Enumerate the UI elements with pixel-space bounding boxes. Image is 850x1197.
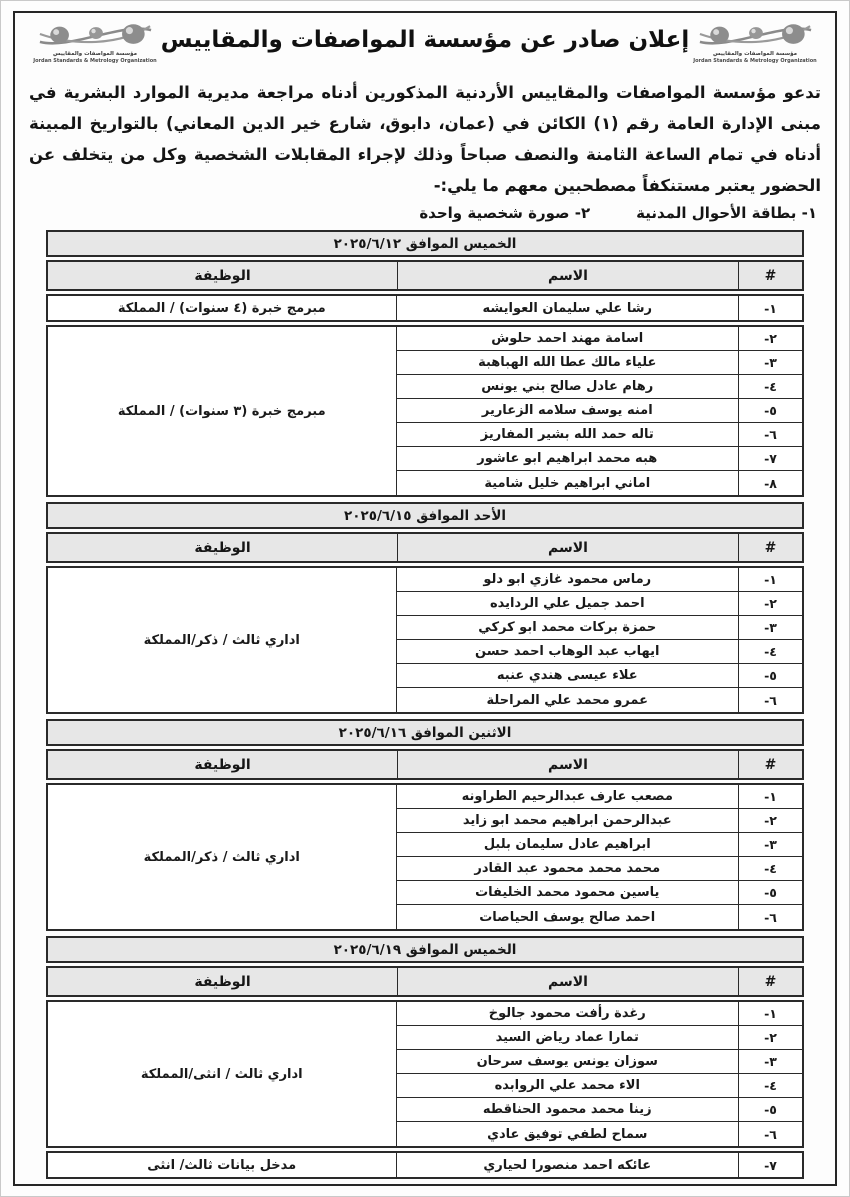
sections [25, 230, 825, 1179]
row-name: مصعب عارف عبدالرحيم الطراونه [461, 789, 673, 804]
table-row [397, 616, 803, 640]
job-column-header: الوظيفة [194, 756, 251, 773]
row-number: ٤- [738, 375, 802, 398]
row-number: ٥- [738, 881, 802, 904]
page-title: إعلان صادر عن مؤسسة المواصفات والمقاييس [160, 27, 690, 53]
row-number: ٣- [738, 1050, 802, 1073]
row-number: ٨- [738, 471, 802, 495]
row-name: احمد جميل علي الردايده [489, 596, 645, 611]
table-row [397, 296, 803, 320]
table-row [397, 664, 803, 688]
table-row [397, 640, 803, 664]
logo-caption-english: Jordan Standards & Metrology Organization [33, 57, 157, 64]
table-row [397, 1153, 803, 1177]
job-cell: اداري ثالث / ذكر/المملكة [143, 849, 300, 865]
row-name: حمزة بركات محمد ابو كركي [478, 620, 657, 635]
row-number: ٦- [738, 423, 802, 446]
row-number: ١- [738, 296, 802, 320]
org-logo-right [691, 21, 819, 64]
date-bar: الخميس الموافق ٢٠٢٥/٦/١٢ [46, 230, 804, 257]
row-number: ٢- [738, 327, 802, 350]
logo-caption-arabic: مؤسسة المواصفات والمقاييس [712, 51, 798, 57]
table-group [46, 325, 804, 497]
job-cell: مبرمج خبرة (٤ سنوات) / المملكة [117, 300, 326, 316]
rows-block [396, 296, 803, 320]
org-logo-icon [36, 21, 154, 51]
org-logo-icon [696, 21, 814, 51]
row-name: علاء عيسى هندي عنبه [496, 668, 638, 683]
table-row [397, 881, 803, 905]
table-row [397, 688, 803, 712]
job-cell: اداري ثالث / ذكر/المملكة [143, 632, 300, 648]
row-name: سوزان يونس يوسف سرحان [476, 1054, 658, 1069]
logo-caption-english: Jordan Standards & Metrology Organization [693, 57, 817, 64]
row-name: اماني ابراهيم خليل شامية [484, 475, 651, 491]
rows-block [396, 568, 803, 712]
rows-block [396, 327, 803, 495]
intro-paragraph: تدعو مؤسسة المواصفات والمقاييس الأردنية المذكورين أدناه مراجعة مديرية الموارد البشرية في مبنى الإدارة العامة رقم (١) الكائن في (عمان، دابوق، شارع خير الدين المعاني) بالتواريخ المبينة أدناه في تمام الساعة الثامنة والنصف صباحاً وذلك لإجراء المقابلات الشخصية وكل من يتخلف عن الحضور يعتبر مستنكفاً مصطحبين معهم ما يلي:- [29, 83, 821, 195]
row-name: هبه محمد ابراهيم ابو عاشور [477, 451, 658, 466]
row-name: ياسين محمود محمد الخليفات [475, 885, 660, 900]
num-column-header: # [738, 534, 802, 561]
row-name: اسامة مهند احمد حلوش [491, 331, 644, 346]
row-name: امنه يوسف سلامه الزعارير [481, 403, 653, 418]
table-row [397, 447, 803, 471]
row-number: ٦- [738, 688, 802, 712]
table-row [397, 1074, 803, 1098]
job-cell: مبرمج خبرة (٣ سنوات) / المملكة [117, 403, 326, 419]
table-group [46, 783, 804, 931]
row-name: زينا محمد محمود الحناقطه [482, 1102, 652, 1117]
job-column-header: الوظيفة [194, 267, 251, 284]
row-name: الاء محمد علي الروابده [494, 1078, 640, 1093]
schedule-section [46, 719, 804, 931]
row-number: ١- [738, 785, 802, 808]
name-column-header: الاسم [397, 751, 738, 778]
item-personal-photo: ٢- صورة شخصية واحدة [419, 204, 591, 222]
row-name: احمد صالح يوسف الحياصات [479, 909, 656, 925]
table-row [397, 785, 803, 809]
table-row [397, 1002, 803, 1026]
table-row [397, 1122, 803, 1146]
table-row [397, 327, 803, 351]
row-number: ٧- [738, 447, 802, 470]
row-number: ٢- [738, 1026, 802, 1049]
row-name: محمد محمد محمود عبد القادر [474, 861, 661, 876]
table-row [397, 471, 803, 495]
table-header-row [46, 532, 804, 563]
table-row [397, 857, 803, 881]
date-bar: الأحد الموافق ٢٠٢٥/٦/١٥ [46, 502, 804, 529]
rows-block [396, 1002, 803, 1146]
logo-caption-arabic: مؤسسة المواصفات والمقاييس [52, 51, 138, 57]
job-column-header: الوظيفة [194, 973, 251, 990]
table-row [397, 833, 803, 857]
page-border [13, 11, 837, 1186]
table-row [397, 423, 803, 447]
row-name: ابراهيم عادل سليمان بلبل [483, 837, 651, 852]
row-number: ٣- [738, 833, 802, 856]
row-name: عائكه احمد منصورا لحياري [483, 1157, 652, 1173]
row-name: ايهاب عبد الوهاب احمد حسن [475, 644, 660, 659]
table-header-row [46, 260, 804, 291]
schedule-section [46, 230, 804, 497]
row-number: ٣- [738, 351, 802, 374]
schedule-section [46, 502, 804, 714]
schedule-section [46, 936, 804, 1179]
row-number: ٤- [738, 640, 802, 663]
row-number: ٦- [738, 1122, 802, 1146]
job-column-header: الوظيفة [194, 539, 251, 556]
row-number: ٥- [738, 664, 802, 687]
row-number: ٧- [738, 1153, 802, 1177]
row-number: ٦- [738, 905, 802, 929]
item-civil-status-card: ١- بطاقة الأحوال المدنية [636, 204, 817, 222]
num-column-header: # [738, 968, 802, 995]
row-number: ٤- [738, 1074, 802, 1097]
table-row [397, 375, 803, 399]
row-number: ٣- [738, 616, 802, 639]
row-name: رغدة رأفت محمود جالوخ [488, 1006, 646, 1021]
job-cell: اداري ثالث / انثى/المملكة [140, 1066, 303, 1082]
name-column-header: الاسم [397, 968, 738, 995]
row-name: رماس محمود غازي ابو دلو [483, 572, 652, 587]
row-name: تمارا عماد رياض السيد [495, 1030, 639, 1045]
row-name: عبدالرحمن ابراهيم محمد ابو زايد [462, 813, 672, 828]
org-logo-left [31, 21, 159, 64]
table-group [46, 1151, 804, 1179]
row-name: علياء مالك عطا الله الهباهبة [478, 355, 657, 370]
table-header-row [46, 966, 804, 997]
rows-block [396, 785, 803, 929]
num-column-header: # [738, 262, 802, 289]
row-number: ٤- [738, 857, 802, 880]
job-cell: مدخل بيانات ثالث/ انثى [147, 1157, 297, 1173]
row-name: عمرو محمد علي المراحلة [486, 692, 648, 708]
row-number: ٢- [738, 592, 802, 615]
table-group [46, 566, 804, 714]
row-number: ٢- [738, 809, 802, 832]
row-number: ١- [738, 1002, 802, 1025]
header [31, 21, 819, 71]
required-items [33, 204, 817, 222]
table-row [397, 1026, 803, 1050]
table-row [397, 809, 803, 833]
table-row [397, 905, 803, 929]
row-number: ٥- [738, 399, 802, 422]
name-column-header: الاسم [397, 534, 738, 561]
row-name: سماح لطفي توفيق عادي [487, 1126, 648, 1142]
row-name: رهام عادل صالح بني يونس [481, 379, 654, 394]
row-number: ٥- [738, 1098, 802, 1121]
row-number: ١- [738, 568, 802, 591]
table-row [397, 1098, 803, 1122]
rows-block [396, 1153, 803, 1177]
date-bar: الخميس الموافق ٢٠٢٥/٦/١٩ [46, 936, 804, 963]
table-row [397, 1050, 803, 1074]
table-row [397, 399, 803, 423]
table-row [397, 568, 803, 592]
table-row [397, 351, 803, 375]
row-name: رشا علي سليمان العوايشه [482, 300, 652, 316]
date-bar: الاثنين الموافق ٢٠٢٥/٦/١٦ [46, 719, 804, 746]
table-group [46, 294, 804, 322]
row-name: تاله حمد الله بشير المفاريز [480, 427, 654, 442]
table-group [46, 1000, 804, 1148]
name-column-header: الاسم [397, 262, 738, 289]
table-row [397, 592, 803, 616]
table-header-row [46, 749, 804, 780]
num-column-header: # [738, 751, 802, 778]
